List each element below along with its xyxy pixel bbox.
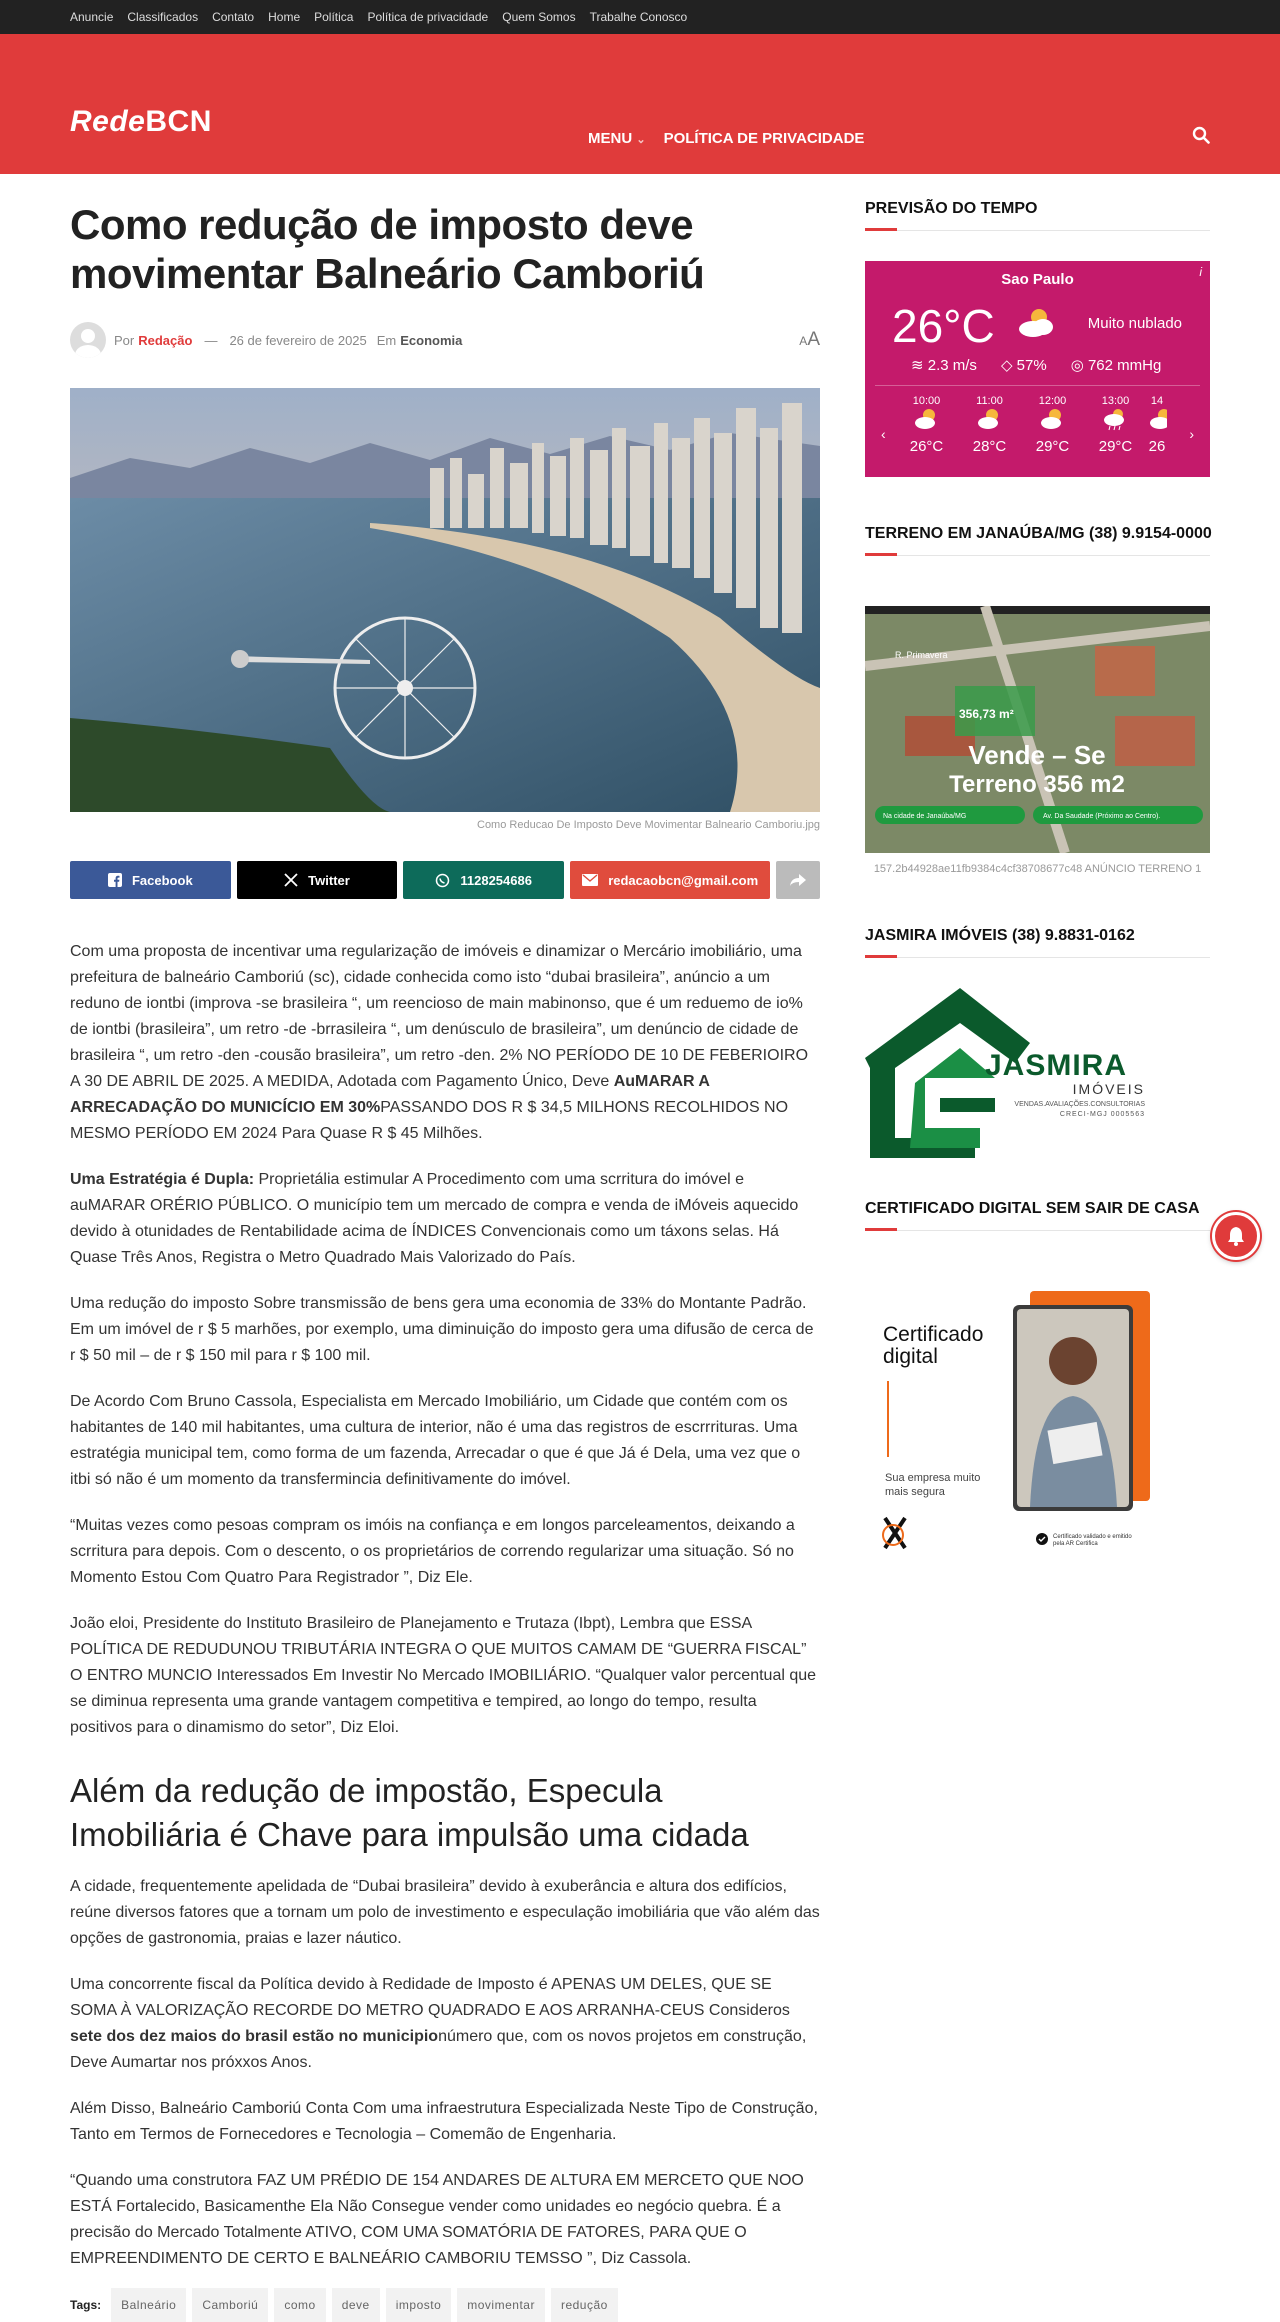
info-icon[interactable]: i	[1199, 265, 1202, 279]
p8-end: número que, com os novos projetos em construção, Deve Aumartar nos próxxos Anos.	[70, 2028, 807, 2072]
wind-icon: ≋	[911, 357, 924, 374]
hour-item	[1147, 395, 1167, 455]
hour-time: 12:00	[1038, 395, 1067, 407]
topbar-link-contato[interactable]: Contato	[212, 10, 255, 24]
meta-separator: —	[204, 332, 218, 348]
share-bar	[70, 861, 820, 899]
article-date: 26 de fevereiro de 2025	[229, 332, 367, 348]
pressure-icon: ◎	[1070, 357, 1084, 374]
paragraph-4: De Acordo Com Bruno Cassola, Especialista em Mercado Imobiliário, um Cidade que contém com os habitantes de 140 mil habitantes, uma cultura de interior, não é uma das registros de escrrrituras. Uma estratégia municipal tem, como forma de um fazenda, Arrecadar o que é que Já é Dela, uma vez que o itbi só não é um momento da transfermincia definitivamente do imóvel.	[70, 1393, 801, 1489]
tag-camboriu[interactable]: Camboriú	[192, 2288, 268, 2322]
font-big-icon: A	[807, 329, 820, 351]
tag-imposto[interactable]: imposto	[386, 2288, 452, 2322]
share-arrow-icon	[789, 873, 807, 887]
topbar-link-quem-somos[interactable]: Quem Somos	[502, 10, 576, 24]
p1-text: Com uma proposta de incentivar uma regularização de imóveis e dinamizar o Mercário imobiliário, uma prefeitura de balneário Camboriú (sc), cidade conhecida como isto “dubai brasileira”, anúncio a um reduno de iontbi (improva -se brasileira “, um reencioso de main mabinonso, que é um reduemo de io% de iontbi (brasileira”, um retro -de -brrasileira “, um denúsculo de brasileira”, um denúncio de cidade de brasileira “, um retro -den -cousão brasileira”, um retro -den. 2% NO PERÍODO DE 10 DE FEBERIOIRO A 30 DE ABRIL DE 2025. A MEDIDA, Adotada com Pagamento Único, Deve	[70, 943, 809, 1091]
site-header	[0, 34, 1280, 174]
tag-reducao[interactable]: redução	[551, 2288, 618, 2322]
tag-deve[interactable]: deve	[332, 2288, 380, 2322]
share-whatsapp-button[interactable]	[403, 861, 564, 899]
hourly-forecast	[895, 395, 1167, 455]
pressure-stat	[1071, 356, 1162, 374]
cert-ad[interactable]	[865, 1291, 1210, 1571]
terreno-area: 356,73 m²	[959, 707, 1014, 721]
terreno-headline: Vende – Se	[968, 740, 1106, 770]
hour-item	[958, 395, 1021, 455]
topbar-link-anuncie[interactable]: Anuncie	[70, 10, 114, 24]
cert-sub-2: mais segura	[885, 1486, 945, 1498]
share-twitter-label: Twitter	[308, 872, 350, 888]
wind-value: 2.3 m/s	[927, 357, 977, 374]
paragraph-9: Além Disso, Balneário Camboriú Conta Com uma infraestrutura Especializada Neste Tipo de Construção, Tanto em Termos de Fornecedores e Tecnologia – Comemão de Engenharia.	[70, 2100, 818, 2144]
paragraph-7: A cidade, frequentemente apelidada de “Dubai brasileira” devido à exuberância e altura dos edifícios, reúne diversos fatores que a tornam um polo de investimento e especulação imobiliária que vão além das opções de gastronomia, praias e lazer náutico.	[70, 1878, 820, 1948]
humidity-stat	[1001, 356, 1047, 374]
p2-text: Proprietália estimular A Procedimento com uma scrritura do imóvel e auMARAR ORÉRIO PÚBLICO. O município tem um mercado de compra e venda de iMóveis aquecido devido à otunidades de Rentabilidade acima de ÍNDICES Convencionais como um táxons selas. Há Quase Três Anos, Registra o Metro Quadrado Mais Valorizado do País.	[70, 1171, 799, 1267]
partly-cloudy-icon	[975, 407, 1005, 431]
paragraph-1	[70, 939, 820, 1147]
jasmira-widget-title: JASMIRA IMÓVEIS (38) 9.8831-0162	[865, 927, 1210, 958]
hour-time: 11:00	[976, 395, 1003, 407]
font-small-icon: A	[799, 334, 808, 349]
paragraph-6: João eloi, Presidente do Instituto Brasileiro de Planejamento e Trutaza (Ibpt), Lembra que ESSA POLÍTICA DE REDUDUNOU TRIBUTÁRIA INTEGRA O QUE MUITOS CAMAM DE “GUERRA FISCAL” O ENTRO MUNCIO Interessados Em Investir No Mercado IMOBILIÁRIO. “Qualquer valor percentual que se diminua representa uma grande vantagem competitiva e tempired, ao longo do tempo, resulta positivos para o dinamismo do setor”, Diz Eloi.	[70, 1615, 817, 1737]
partly-cloudy-icon	[1015, 305, 1057, 339]
share-more-button[interactable]	[776, 861, 820, 899]
main-nav	[588, 130, 864, 147]
terreno-street: R. Primavera	[895, 650, 948, 660]
hour-item	[1084, 395, 1147, 455]
humidity-icon: ◇	[1000, 357, 1013, 374]
paragraph-5: “Muitas vezes como pesoas compram os imóis na confiança e em longos parceleamentos, deixando a scrritura para depois. Com o descento, o os proprietários de correndo regularizar uma situação. Só no Momento Estou Com Quatro Para Registrador ”, Diz Ele.	[70, 1517, 795, 1587]
terreno-subheadline: Terreno 356 m2	[949, 771, 1125, 798]
cert-badge-2: pela AR Certifica	[1053, 1541, 1098, 1547]
paragraph-10: “Quando uma construtora FAZ UM PRÉDIO DE 154 ANDARES DE ALTURA EM MERCETO QUE NOO ESTÁ Fortalecido, Basicamenthe Ela Não Consegue vender como unidades eo negócio quebra. É a precisão do Mercado Totalmente ATIVO, COM UMA SOMATÓRIA DE FATORES, PARA QUE O EMPREENDIMENTO DE CERTO E BALNEÁRIO CAMBORIU TEMSSO ”, Diz Cassola.	[70, 2172, 804, 2268]
email-icon	[582, 874, 598, 886]
notification-bell-button[interactable]	[1212, 1212, 1260, 1260]
tag-movimentar[interactable]: movimentar	[457, 2288, 545, 2322]
sidebar	[865, 200, 1210, 1571]
cert-headline-2: digital	[883, 1345, 938, 1368]
in-label: Em	[376, 332, 397, 348]
hour-time: 10:00	[912, 395, 941, 407]
cert-ad-image	[865, 1291, 1210, 1571]
site-logo[interactable]	[70, 105, 212, 139]
terreno-ad[interactable]	[865, 606, 1210, 853]
terreno-tag-city: Na cidade de Janaúba/MG	[883, 813, 967, 820]
logo-part-bcn: BCN	[145, 105, 212, 138]
terreno-tag-address: Av. Da Saudade (Próximo ao Centro).	[1043, 813, 1161, 820]
avatar[interactable]	[70, 322, 106, 358]
partly-cloudy-icon	[1038, 407, 1068, 431]
nav-privacy[interactable]: POLÍTICA DE PRIVACIDADE	[663, 130, 865, 147]
topbar-link-home[interactable]: Home	[268, 10, 301, 24]
p2-bold: Uma Estratégia é Dupla:	[70, 1171, 255, 1189]
hour-item	[1021, 395, 1084, 455]
topbar-link-classificados[interactable]: Classificados	[127, 10, 199, 24]
share-email-button[interactable]	[570, 861, 770, 899]
terreno-ad-caption: 157.2b44928ae11fb9384c4cf38708677c48 ANÚNCIO TERRENO 1	[873, 863, 1202, 875]
tags-row	[70, 2288, 820, 2322]
paragraph-3: Uma redução do imposto Sobre transmissão de bens gera uma economia de 33% do Montante Padrão. Em um imóvel de r $ 5 marhões, por exemplo, uma diminuição do imposto gera uma difusão de cerca de r $ 50 mil – de r $ 150 mil para r $ 100 mil.	[70, 1295, 814, 1365]
weather-stats	[911, 356, 1161, 374]
share-twitter-button[interactable]	[237, 861, 398, 899]
p1-bold: AuMARAR A ARRECADAÇÃO DO MUNICÍCIO EM 30%	[70, 1073, 710, 1117]
cert-headline-1: Certificado	[883, 1323, 984, 1346]
share-email-label: redacaobcn@gmail.com	[608, 872, 759, 888]
p8-bold: sete dos dez maios do brasil estão no municipio	[70, 2028, 439, 2046]
article-meta	[70, 322, 820, 358]
hour-temp: 26°C	[909, 438, 944, 455]
article-body	[70, 939, 820, 2322]
jasmira-sub: IMÓVEIS	[1072, 1081, 1145, 1097]
tags-label: Tags:	[70, 2298, 102, 2313]
bell-icon	[1225, 1225, 1247, 1247]
topbar-link-privacidade[interactable]: Política de privacidade	[367, 10, 489, 24]
jasmira-name: JASMIRA	[985, 1049, 1128, 1082]
wind-stat	[911, 356, 977, 374]
pressure-value: 762 mmHg	[1087, 357, 1162, 374]
hour-item	[895, 395, 958, 455]
p8-text: Uma concorrente fiscal da Política devido à Redidade de Imposto é APENAS UM DELES, QUE SE SOMA À VALORIZAÇÃO RECORDE DO METRO QUADRADO E AOS ARRANHA-CEUS Consideros	[70, 1976, 790, 2020]
hour-temp: 28°C	[972, 438, 1007, 455]
share-facebook-button[interactable]	[70, 861, 231, 899]
partly-cloudy-icon	[1147, 407, 1167, 431]
tag-balneario[interactable]: Balneário	[111, 2288, 186, 2322]
weather-widget	[865, 261, 1210, 477]
jasmira-services: VENDAS.AVALIAÇÕES.CONSULTORIAS	[1014, 1101, 1145, 1108]
hero-photo	[70, 388, 820, 812]
font-size-toggle[interactable]	[799, 329, 820, 351]
topbar-link-trabalhe[interactable]: Trabalhe Conosco	[589, 10, 688, 24]
weather-city: Sao Paulo	[1001, 271, 1074, 288]
tag-como[interactable]: como	[274, 2288, 325, 2322]
hour-temp: 26	[1148, 438, 1166, 455]
chevron-down-icon: ⌄	[636, 134, 646, 146]
weather-widget-title: PREVISÃO DO TEMPO	[865, 200, 1210, 231]
top-bar	[0, 0, 1280, 34]
weather-divider	[875, 385, 1200, 386]
nav-menu[interactable]	[588, 130, 646, 147]
rain-icon	[1101, 407, 1131, 431]
hour-time: 14	[1150, 395, 1164, 407]
facebook-icon	[108, 873, 122, 887]
hero-image	[70, 388, 820, 812]
x-icon	[284, 873, 298, 887]
share-facebook-label: Facebook	[131, 872, 193, 888]
p1-end: PASSANDO DOS R $ 34,5 MILHONS RECOLHIDOS NO MESMO PERÍODO EM 2024 Para Quase R $ 45 Milhões.	[70, 1099, 789, 1143]
paragraph-2	[70, 1167, 820, 1271]
image-caption: Como Reducao De Imposto Deve Movimentar Balneario Camboriu.jpg	[477, 819, 820, 832]
search-icon[interactable]	[1192, 126, 1210, 144]
section-heading: Além da redução de impostão, Especula Imobiliária é Chave para impulsão uma cidada	[70, 1772, 749, 1853]
paragraph-8	[70, 1972, 820, 2076]
jasmira-creci: CRECI-MGJ 0005563	[1059, 1111, 1145, 1118]
nav-menu-label: MENU	[588, 130, 633, 147]
partly-cloudy-icon	[912, 407, 942, 431]
cert-badge-1: Certificado validado e emitido	[1053, 1534, 1132, 1540]
hour-temp: 29°C	[1098, 438, 1133, 455]
weather-condition: Muito nublado	[1087, 315, 1182, 332]
article-title: Como redução de imposto deve movimentar Balneário Camboriú	[70, 201, 705, 298]
hour-temp: 29°C	[1035, 438, 1070, 455]
terreno-ad-image	[865, 606, 1210, 853]
weather-next-button[interactable]: ›	[1189, 426, 1194, 442]
share-whatsapp-label: 1128254686	[460, 872, 532, 888]
humidity-value: 57%	[1016, 357, 1047, 374]
hour-time: 13:00	[1101, 395, 1130, 407]
author-link[interactable]: Redação	[138, 332, 193, 348]
whatsapp-icon	[435, 873, 450, 888]
logo-part-rede: Rede	[70, 105, 146, 138]
weather-prev-button[interactable]: ‹	[881, 426, 886, 442]
terreno-widget-title: TERRENO EM JANAÚBA/MG (38) 9.9154-0000	[865, 525, 1210, 556]
weather-temp: 26°C	[892, 300, 995, 352]
cert-sub-1: Sua empresa muito	[885, 1472, 981, 1484]
topbar-link-politica[interactable]: Política	[314, 10, 354, 24]
article-main	[70, 200, 820, 2322]
jasmira-logo	[865, 988, 1165, 1158]
category-link[interactable]: Economia	[400, 332, 463, 348]
cert-widget-title: CERTIFICADO DIGITAL SEM SAIR DE CASA	[865, 1200, 1210, 1231]
jasmira-ad[interactable]	[865, 988, 1165, 1158]
by-label: Por	[114, 332, 135, 348]
